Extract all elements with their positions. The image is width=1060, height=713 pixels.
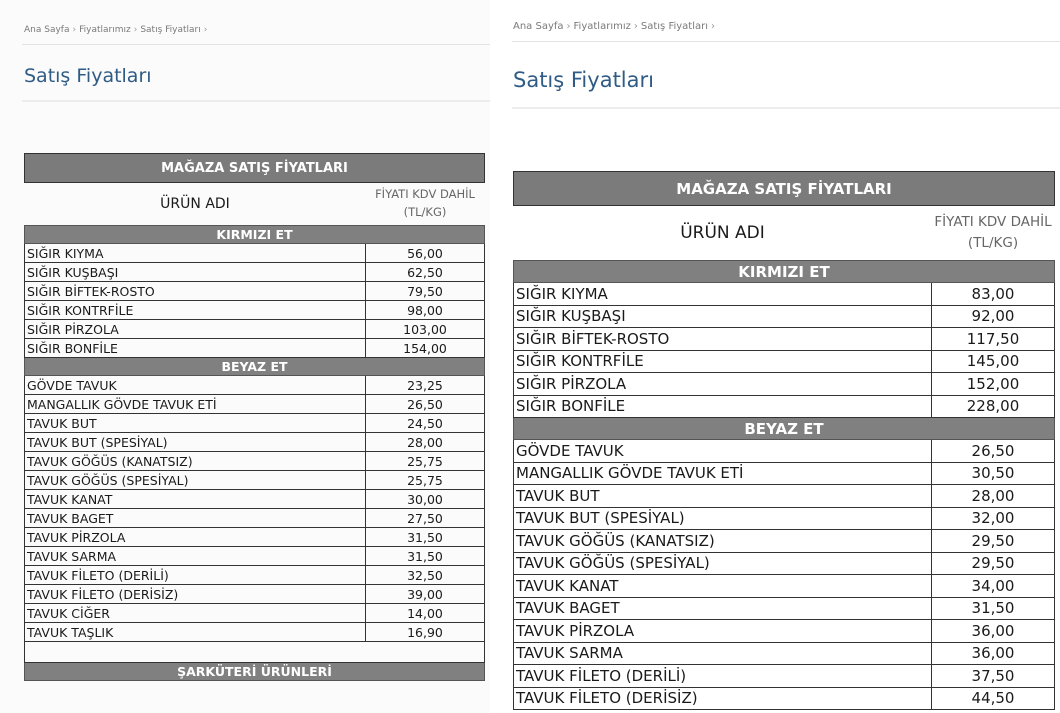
product-price: 28,00 <box>932 485 1055 508</box>
section-header: KIRMIZI ET <box>514 261 1055 283</box>
table-row <box>514 350 1055 373</box>
product-name: TAVUK BUT <box>514 485 932 508</box>
product-price: 39,00 <box>366 585 485 604</box>
table-row <box>514 328 1055 351</box>
product-price: 26,50 <box>366 395 485 414</box>
product-price: 145,00 <box>932 350 1055 373</box>
product-column-header: ÜRÜN ADI <box>680 223 765 243</box>
table-row <box>25 604 485 623</box>
product-price: 25,75 <box>366 471 485 490</box>
price-header-line-1: FİYATI KDV DAHİL <box>934 214 1052 231</box>
table-row <box>25 528 485 547</box>
product-name: TAVUK BAGET <box>514 597 932 620</box>
table-title-row <box>25 154 485 183</box>
breadcrumb-separator: › <box>203 25 208 35</box>
table-row <box>25 376 485 395</box>
product-price: 25,75 <box>366 452 485 471</box>
breadcrumb-home-link[interactable]: Ana Sayfa <box>513 21 564 32</box>
breadcrumb-current: Satış Fiyatları <box>140 25 201 35</box>
product-price: 83,00 <box>932 283 1055 306</box>
table-row <box>514 665 1055 688</box>
breadcrumb-current: Satış Fiyatları <box>640 21 709 32</box>
table-row <box>25 623 485 642</box>
breadcrumb-divider <box>512 41 1060 42</box>
product-name: SIĞIR PİRZOLA <box>514 373 932 396</box>
table-row <box>514 395 1055 418</box>
table-row <box>25 471 485 490</box>
product-price: 56,00 <box>366 244 485 263</box>
table-title: MAĞAZA SATIŞ FİYATLARI <box>514 172 1055 206</box>
breadcrumb-prices-link[interactable]: Fiyatlarımız <box>573 21 631 32</box>
page-title: Satış Fiyatları <box>513 68 654 92</box>
table-row <box>514 462 1055 485</box>
product-name: MANGALLIK GÖVDE TAVUK ETİ <box>25 395 366 414</box>
product-price: 228,00 <box>932 395 1055 418</box>
product-name: TAVUK BAGET <box>25 509 366 528</box>
product-name: SIĞIR BİFTEK-ROSTO <box>25 282 366 301</box>
spacer-cell <box>25 642 485 663</box>
table-row <box>25 509 485 528</box>
table-row <box>25 566 485 585</box>
section-header: BEYAZ ET <box>25 358 485 376</box>
product-name: SIĞIR KONTRFİLE <box>25 301 366 320</box>
product-price: 23,25 <box>366 376 485 395</box>
spacer-row <box>25 642 485 663</box>
product-price: 28,00 <box>366 433 485 452</box>
product-name: TAVUK SARMA <box>514 642 932 665</box>
table-row <box>25 320 485 339</box>
price-header-line-2: (TL/KG) <box>967 235 1019 251</box>
product-price: 30,00 <box>366 490 485 509</box>
product-price: 117,50 <box>932 328 1055 351</box>
table-row <box>514 530 1055 553</box>
product-price: 24,50 <box>366 414 485 433</box>
breadcrumb-home-link[interactable]: Ana Sayfa <box>24 25 70 35</box>
breadcrumb-separator: › <box>72 25 77 35</box>
section-header: ŞARKÜTERİ ÜRÜNLERİ <box>25 663 485 681</box>
table-row <box>514 687 1055 710</box>
breadcrumb-prices-link[interactable]: Fiyatlarımız <box>79 25 131 35</box>
left-screenshot-panel <box>0 0 491 713</box>
price-column-header <box>932 206 1055 261</box>
table-row <box>514 485 1055 508</box>
product-price: 31,50 <box>366 528 485 547</box>
section-header-row <box>25 358 485 376</box>
product-name: SIĞIR KIYMA <box>514 283 932 306</box>
table-row <box>25 490 485 509</box>
breadcrumb <box>513 21 718 32</box>
product-price: 31,50 <box>932 597 1055 620</box>
product-name: SIĞIR KUŞBAŞI <box>514 305 932 328</box>
table-row <box>25 282 485 301</box>
table-row <box>514 283 1055 306</box>
price-header-line-2: (TL/KG) <box>403 205 447 219</box>
section-header-row <box>514 418 1055 440</box>
product-name: TAVUK GÖĞÜS (KANATSIZ) <box>25 452 366 471</box>
breadcrumb <box>24 25 210 35</box>
table-title-row <box>514 172 1055 206</box>
breadcrumb-separator: › <box>566 21 571 32</box>
product-name: TAVUK BUT (SPESİYAL) <box>25 433 366 452</box>
product-name: TAVUK FİLETO (DERİLİ) <box>514 665 932 688</box>
table-title: MAĞAZA SATIŞ FİYATLARI <box>25 154 485 183</box>
column-header-row <box>514 206 1055 261</box>
table-row <box>25 263 485 282</box>
product-name: TAVUK SARMA <box>25 547 366 566</box>
product-price: 34,00 <box>932 575 1055 598</box>
product-name: TAVUK KANAT <box>514 575 932 598</box>
product-price: 29,50 <box>932 530 1055 553</box>
product-name: MANGALLIK GÖVDE TAVUK ETİ <box>514 462 932 485</box>
product-column-header: ÜRÜN ADI <box>160 196 230 212</box>
section-header-row <box>514 261 1055 283</box>
price-column-header <box>366 183 485 226</box>
product-name: TAVUK FİLETO (DERİSİZ) <box>25 585 366 604</box>
product-price: 31,50 <box>366 547 485 566</box>
product-name: GÖVDE TAVUK <box>25 376 366 395</box>
product-name: TAVUK PİRZOLA <box>514 620 932 643</box>
table-row <box>514 620 1055 643</box>
product-name: TAVUK CİĞER <box>25 604 366 623</box>
product-name: TAVUK GÖĞÜS (SPESİYAL) <box>514 552 932 575</box>
product-price: 27,50 <box>366 509 485 528</box>
product-price: 36,00 <box>932 620 1055 643</box>
page-title: Satış Fiyatları <box>24 65 152 87</box>
table-row <box>25 414 485 433</box>
product-price: 32,50 <box>366 566 485 585</box>
product-price: 98,00 <box>366 301 485 320</box>
title-divider <box>512 107 1060 109</box>
table-row <box>25 433 485 452</box>
price-table <box>24 153 485 681</box>
product-price: 62,50 <box>366 263 485 282</box>
table-row <box>25 244 485 263</box>
breadcrumb-separator: › <box>711 21 716 32</box>
product-price: 79,50 <box>366 282 485 301</box>
product-name: TAVUK BUT <box>25 414 366 433</box>
table-row <box>25 339 485 358</box>
breadcrumb-divider <box>22 44 490 45</box>
product-price: 30,50 <box>932 462 1055 485</box>
section-header: KIRMIZI ET <box>25 226 485 244</box>
section-header-row <box>25 663 485 681</box>
column-header-row <box>25 183 485 226</box>
product-name: SIĞIR PİRZOLA <box>25 320 366 339</box>
product-price: 37,50 <box>932 665 1055 688</box>
table-row <box>25 395 485 414</box>
product-price: 26,50 <box>932 440 1055 463</box>
table-row <box>514 642 1055 665</box>
product-price: 14,00 <box>366 604 485 623</box>
breadcrumb-separator: › <box>133 25 138 35</box>
product-name: SIĞIR BONFİLE <box>25 339 366 358</box>
product-price: 32,00 <box>932 507 1055 530</box>
product-name: GÖVDE TAVUK <box>514 440 932 463</box>
product-name: TAVUK FİLETO (DERİLİ) <box>25 566 366 585</box>
table-row <box>514 507 1055 530</box>
product-name: SIĞIR BİFTEK-ROSTO <box>514 328 932 351</box>
product-name: SIĞIR KONTRFİLE <box>514 350 932 373</box>
product-price: 154,00 <box>366 339 485 358</box>
table-row <box>514 305 1055 328</box>
right-screenshot-panel <box>490 0 1060 713</box>
title-divider <box>22 100 490 102</box>
breadcrumb-separator: › <box>633 21 638 32</box>
product-name: SIĞIR KUŞBAŞI <box>25 263 366 282</box>
product-price: 29,50 <box>932 552 1055 575</box>
product-name: SIĞIR BONFİLE <box>514 395 932 418</box>
product-name: TAVUK TAŞLIK <box>25 623 366 642</box>
product-name: TAVUK GÖĞÜS (KANATSIZ) <box>514 530 932 553</box>
product-name: TAVUK BUT (SPESİYAL) <box>514 507 932 530</box>
table-row <box>514 373 1055 396</box>
product-name: TAVUK GÖĞÜS (SPESİYAL) <box>25 471 366 490</box>
product-name: TAVUK FİLETO (DERİSİZ) <box>514 687 932 710</box>
product-price: 36,00 <box>932 642 1055 665</box>
product-price: 103,00 <box>366 320 485 339</box>
product-name: TAVUK PİRZOLA <box>25 528 366 547</box>
table-row <box>25 301 485 320</box>
product-price: 152,00 <box>932 373 1055 396</box>
table-row <box>25 585 485 604</box>
table-row <box>514 440 1055 463</box>
section-header: BEYAZ ET <box>514 418 1055 440</box>
product-price: 44,50 <box>932 687 1055 710</box>
table-row <box>25 547 485 566</box>
table-row <box>514 597 1055 620</box>
product-price: 92,00 <box>932 305 1055 328</box>
table-row <box>514 575 1055 598</box>
product-name: TAVUK KANAT <box>25 490 366 509</box>
section-header-row <box>25 226 485 244</box>
price-table <box>513 171 1055 710</box>
table-row <box>514 552 1055 575</box>
price-header-line-1: FİYATI KDV DAHİL <box>375 187 475 202</box>
product-name: SIĞIR KIYMA <box>25 244 366 263</box>
table-row <box>25 452 485 471</box>
product-price: 16,90 <box>366 623 485 642</box>
